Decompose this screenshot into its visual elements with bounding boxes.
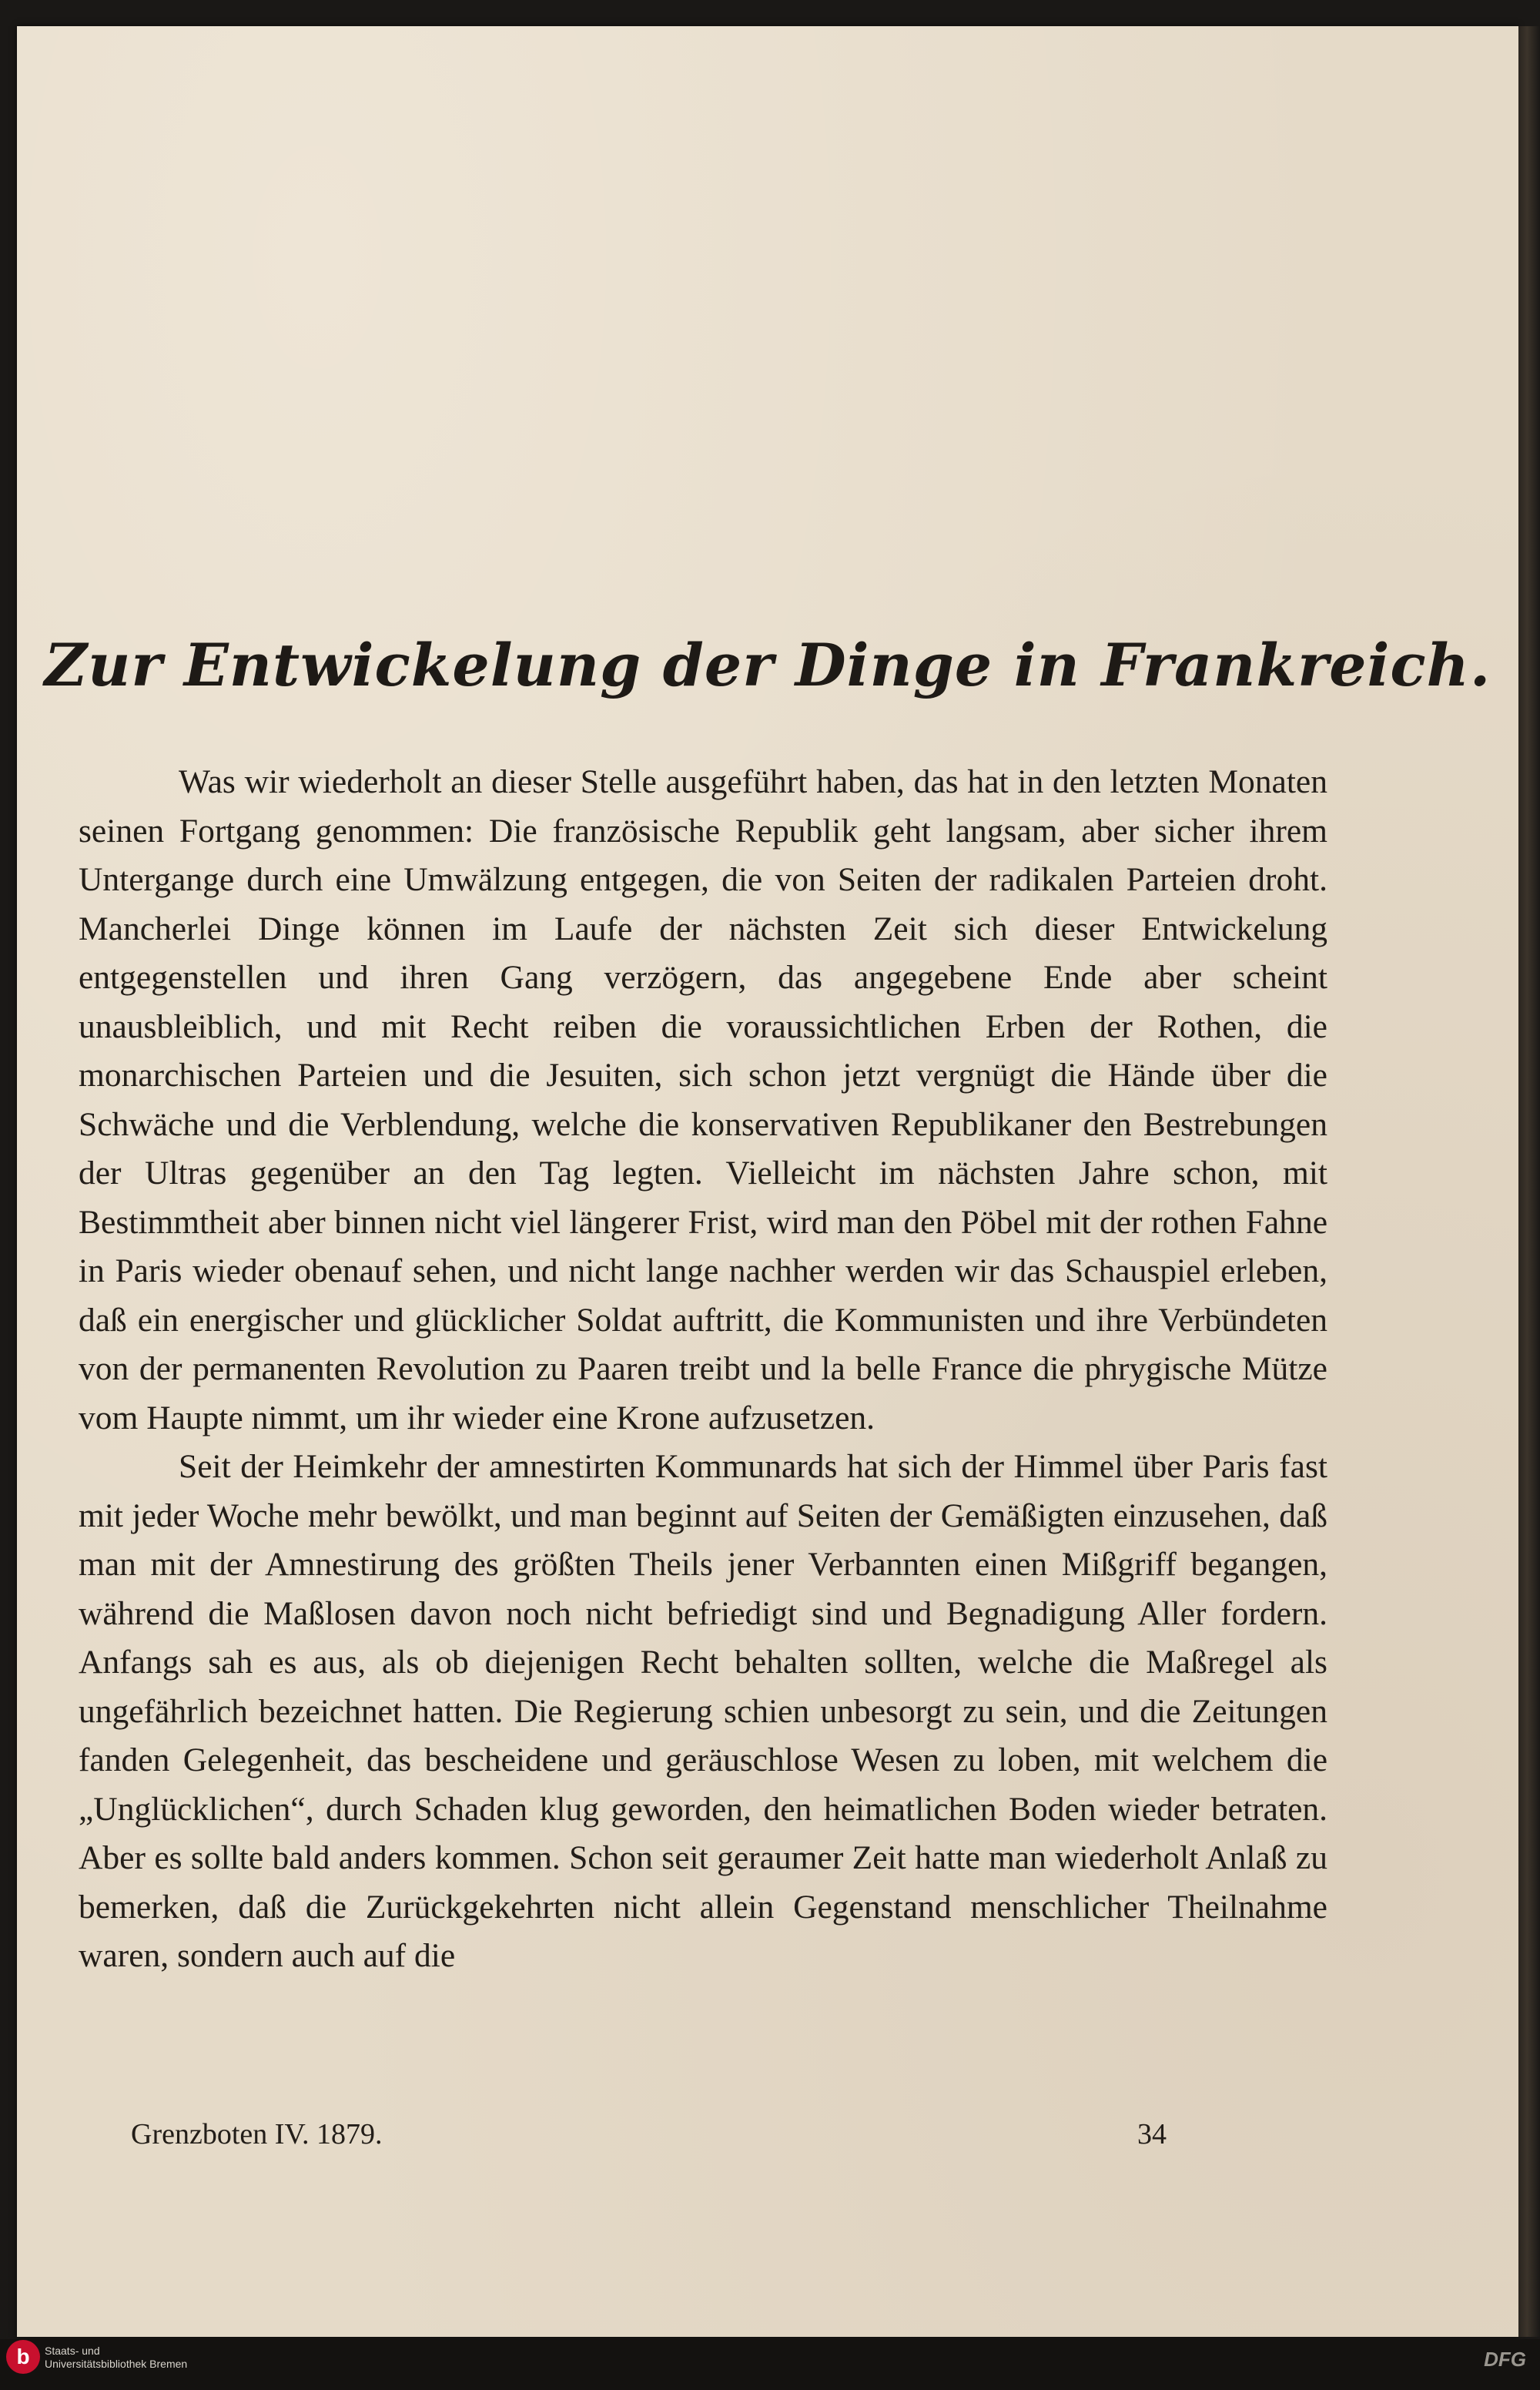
footer-signature: Grenzboten IV. 1879. <box>131 2118 383 2150</box>
viewer-footer-bar <box>0 2339 1540 2390</box>
paragraph-1: Was wir wiederholt an dieser Stelle ausgeführt haben, das hat in den letzten Monaten seinen Fortgang genommen: Die französische Republik geht langsam, aber sicher ihrem Untergange durch eine Umwälzung entgegen, die von Seiten der radikalen Parteien droht. Mancherlei Dinge können im Laufe der nächsten Zeit sich dieser Entwickelung entgegenstellen und ihren Gang verzögern, das angegebene Ende aber scheint unausbleiblich, und mit Recht reiben die voraussichtlichen Erben der Rothen, die monarchischen Parteien und die Jesuiten, sich schon jetzt vergnügt die Hände über die Schwäche und die Verblendung, welche die konservativen Republikaner den Bestrebungen der Ultras gegenüber an den Tag legten. Vielleicht im nächsten Jahre schon, mit Bestimmtheit aber binnen nicht viel längerer Frist, wird man den Pöbel mit der rothen Fahne in Paris wieder obenauf sehen, und nicht lange nachher werden wir das Schauspiel erleben, daß ein energischer und glücklicher Soldat auftritt, die Kommunisten und ihre Verbündeten von der permanenten Revolution zu Paaren treibt und la belle France die phrygische Mütze vom Haupte nimmt, um ihr wieder eine Krone aufzusetzen. <box>79 763 1327 1436</box>
scanned-page <box>17 26 1518 2337</box>
library-logo-icon[interactable]: b <box>6 2340 40 2374</box>
library-name[interactable]: Staats- und Universitätsbibliothek Bremen <box>45 2345 188 2370</box>
article-title: Zur Entwickelung der Dinge in Frankreich. <box>44 631 1491 699</box>
dfg-logo-icon[interactable]: DFG <box>1484 2348 1526 2371</box>
article-body <box>79 758 1327 1981</box>
page-number: 34 <box>1137 2118 1167 2150</box>
page-edge-shadow <box>1518 26 1540 2337</box>
paragraph-2: Seit der Heimkehr der amnestirten Kommunards hat sich der Himmel über Paris fast mit jeder Woche mehr bewölkt, und man beginnt auf Seiten der Gemäßigten einzusehen, daß man mit der Amnestirung des größten Theils jener Verbannten einen Mißgriff begangen, während die Maßlosen davon noch nicht befriedigt sind und Begnadigung Aller fordern. Anfangs sah es aus, als ob diejenigen Recht behalten sollten, welche die Maßregel als ungefährlich bezeichnet hatten. Die Regierung schien unbesorgt zu sein, und die Zeitungen fanden Gelegenheit, das bescheidene und geräuschlose Wesen zu loben, mit welchem die „Unglücklichen“, durch Schaden klug geworden, den heimatlichen Boden wieder betraten. Aber es sollte bald anders kommen. Schon seit geraumer Zeit hatte man wiederholt Anlaß zu bemerken, daß die Zurückgekehrten nicht allein Gegenstand menschlicher Theilnahme waren, sondern auch auf die <box>79 1448 1327 1974</box>
